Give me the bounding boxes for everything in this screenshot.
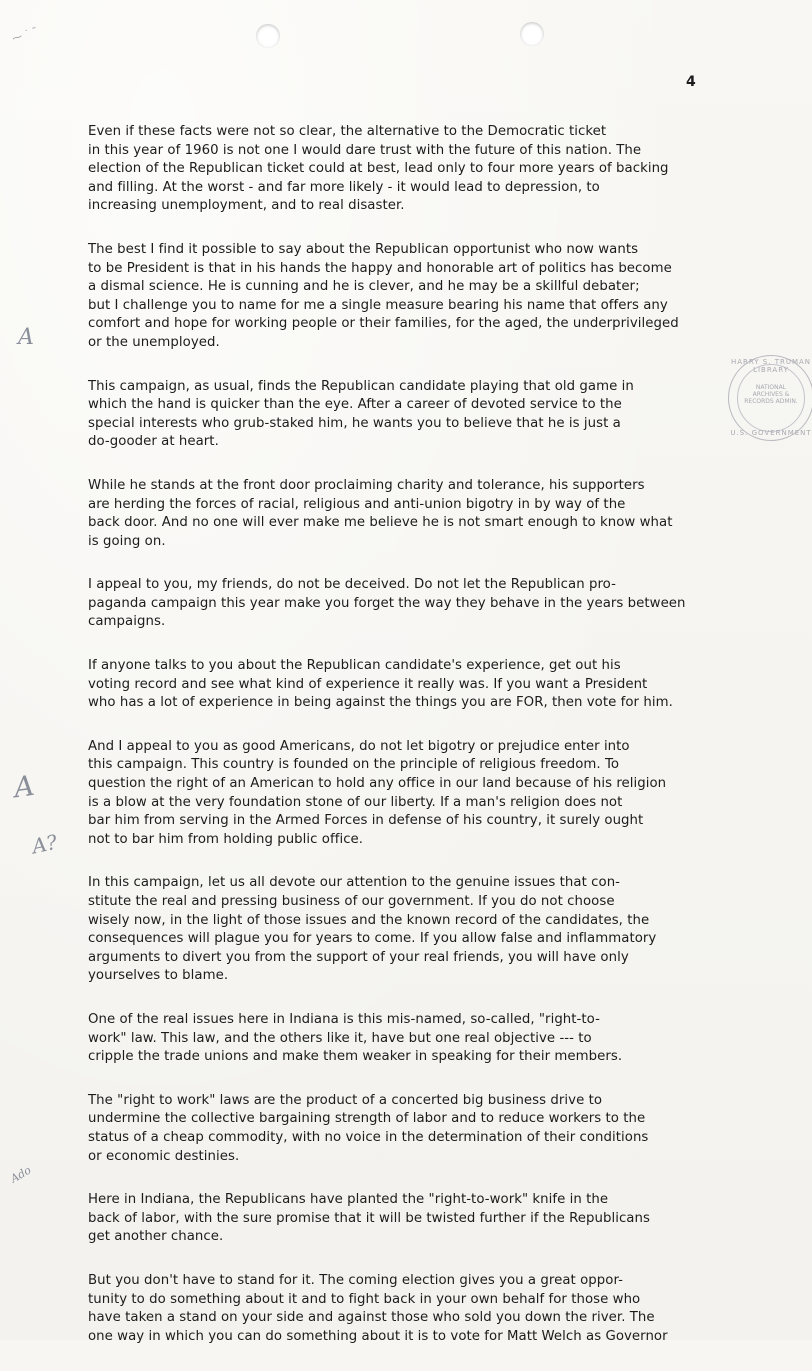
paragraph xyxy=(88,378,776,452)
margin-mark-note: Ado xyxy=(8,1163,34,1186)
text-line: comfort and hope for working people or their families, for the aged, the underprivileged xyxy=(88,316,679,332)
text-line: or economic destinies. xyxy=(88,1148,240,1164)
text-line: cripple the trade unions and make them weaker in speaking for their members. xyxy=(88,1049,623,1065)
paragraph xyxy=(88,1272,776,1346)
text-line: and filling. At the worst - and far more likely - it would lead to depression, to xyxy=(88,179,600,195)
punch-hole-left xyxy=(256,24,280,48)
text-line: but I challenge you to name for me a single measure bearing his name that offers any xyxy=(88,297,668,313)
paragraph xyxy=(88,874,776,986)
text-line: back door. And no one will ever make me believe he is not smart enough to know what xyxy=(88,515,673,531)
text-line: wisely now, in the light of those issues and the known record of the candidates, the xyxy=(88,912,650,928)
paragraph xyxy=(88,657,776,713)
paragraph xyxy=(88,1092,776,1166)
text-line: voting record and see what kind of experience it really was. If you want a President xyxy=(88,676,648,692)
text-line: consequences will plague you for years to come. If you allow false and inflammatory xyxy=(88,931,657,947)
text-line: campaigns. xyxy=(88,614,166,630)
punch-hole-right xyxy=(520,22,544,46)
text-line: tunity to do something about it and to fight back in your own behalf for those who xyxy=(88,1291,641,1307)
text-line: yourselves to blame. xyxy=(88,968,229,984)
text-line: which the hand is quicker than the eye. After a career of devoted service to the xyxy=(88,397,622,413)
paragraph xyxy=(88,1191,776,1247)
text-line: The best I find it possible to say about the Republican opportunist who now wants xyxy=(88,241,639,257)
text-line: have taken a stand on your side and against those who sold you down the river. The xyxy=(88,1310,655,1326)
text-line: This campaign, as usual, finds the Republican candidate playing that old game in xyxy=(88,378,634,394)
text-line: increasing unemployment, and to real disaster. xyxy=(88,198,405,214)
paragraph xyxy=(88,738,776,850)
margin-mark-a-scrawl: A xyxy=(11,768,37,805)
margin-mark-a: A xyxy=(18,325,34,350)
text-line: stitute the real and pressing business of our government. If you do not choose xyxy=(88,894,615,909)
text-line: One of the real issues here in Indiana is this mis-named, so-called, "right-to- xyxy=(88,1011,600,1027)
text-line: In this campaign, let us all devote our attention to the genuine issues that con- xyxy=(88,875,621,891)
text-line: bar him from serving in the Armed Forces in defense of his country, it surely ought xyxy=(88,813,644,829)
paragraph xyxy=(88,241,776,353)
paragraph xyxy=(88,477,776,551)
text-line: a dismal science. He is cunning and he is clever, and he may be a skillful debater; xyxy=(88,279,640,295)
text-line: not to bar him from holding public office. xyxy=(88,831,364,847)
archive-stamp xyxy=(728,355,812,441)
paragraph xyxy=(88,576,776,632)
paragraph xyxy=(88,123,776,216)
text-line: If anyone talks to you about the Republican candidate's experience, get out his xyxy=(88,658,621,674)
text-line: While he stands at the front door proclaiming charity and tolerance, his supporters xyxy=(88,477,645,493)
text-line: one way in which you can do something about it is to vote for Matt Welch as Governor xyxy=(88,1328,668,1344)
text-line: are herding the forces of racial, religious and anti-union bigotry in by way of the xyxy=(88,496,626,512)
text-line: do-gooder at heart. xyxy=(88,434,219,450)
stamp-center-text: NATIONAL ARCHIVES & RECORDS ADMIN. xyxy=(744,384,798,405)
text-line: in this year of 1960 is not one I would dare trust with the future of this nation. The xyxy=(88,142,642,158)
text-line: status of a cheap commodity, with no voice in the determination of their conditions xyxy=(88,1129,649,1145)
text-line: back of labor, with the sure promise that it will be twisted further if the Republicans xyxy=(88,1210,650,1226)
stamp-bottom-text: U.S. GOVERNMENT xyxy=(730,429,812,437)
text-line: I appeal to you, my friends, do not be deceived. Do not let the Republican pro- xyxy=(88,577,616,593)
text-line: question the right of an American to hold any office in our land because of his religion xyxy=(88,776,667,792)
text-line: Even if these facts were not so clear, the alternative to the Democratic ticket xyxy=(88,124,607,139)
text-line: undermine the collective bargaining strength of labor and to reduce workers to the xyxy=(88,1111,646,1127)
text-line: work" law. This law, and the others like it, have but one real objective --- to xyxy=(88,1030,592,1046)
page-number: 4 xyxy=(686,74,696,90)
text-line: Here in Indiana, the Republicans have planted the "right-to-work" knife in the xyxy=(88,1192,609,1208)
text-line: And I appeal to you as good Americans, do not let bigotry or prejudice enter into xyxy=(88,738,630,754)
margin-mark-a-question: A? xyxy=(29,829,60,859)
text-line: election of the Republican ticket could at best, lead only to four more years of backing xyxy=(88,161,669,177)
text-line: is a blow at the very foundation stone of our liberty. If a man's religion does not xyxy=(88,794,623,810)
text-line: is going on. xyxy=(88,533,166,549)
text-line: this campaign. This country is founded on the principle of religious freedom. To xyxy=(88,757,620,773)
text-line: get another chance. xyxy=(88,1229,224,1245)
text-line: to be President is that in his hands the happy and honorable art of politics has become xyxy=(88,260,672,276)
text-line: special interests who grub-staked him, he wants you to believe that he is just a xyxy=(88,415,621,431)
text-line: But you don't have to stand for it. The coming election gives you a great oppor- xyxy=(88,1272,623,1288)
text-line: arguments to divert you from the support of your real friends, you will have only xyxy=(88,949,629,965)
corner-scribble: ⁓ ˙ ˜ xyxy=(10,26,40,45)
text-line: or the unemployed. xyxy=(88,334,220,350)
paragraph xyxy=(88,1011,776,1067)
stamp-top-text: HARRY S. TRUMAN LIBRARY xyxy=(730,358,812,374)
text-line: paganda campaign this year make you forget the way they behave in the years between xyxy=(88,595,686,611)
text-line: who has a lot of experience in being against the things you are FOR, then vote for him. xyxy=(88,695,673,711)
text-line: The "right to work" laws are the product of a concerted big business drive to xyxy=(88,1092,603,1108)
speech-body xyxy=(88,123,776,1371)
